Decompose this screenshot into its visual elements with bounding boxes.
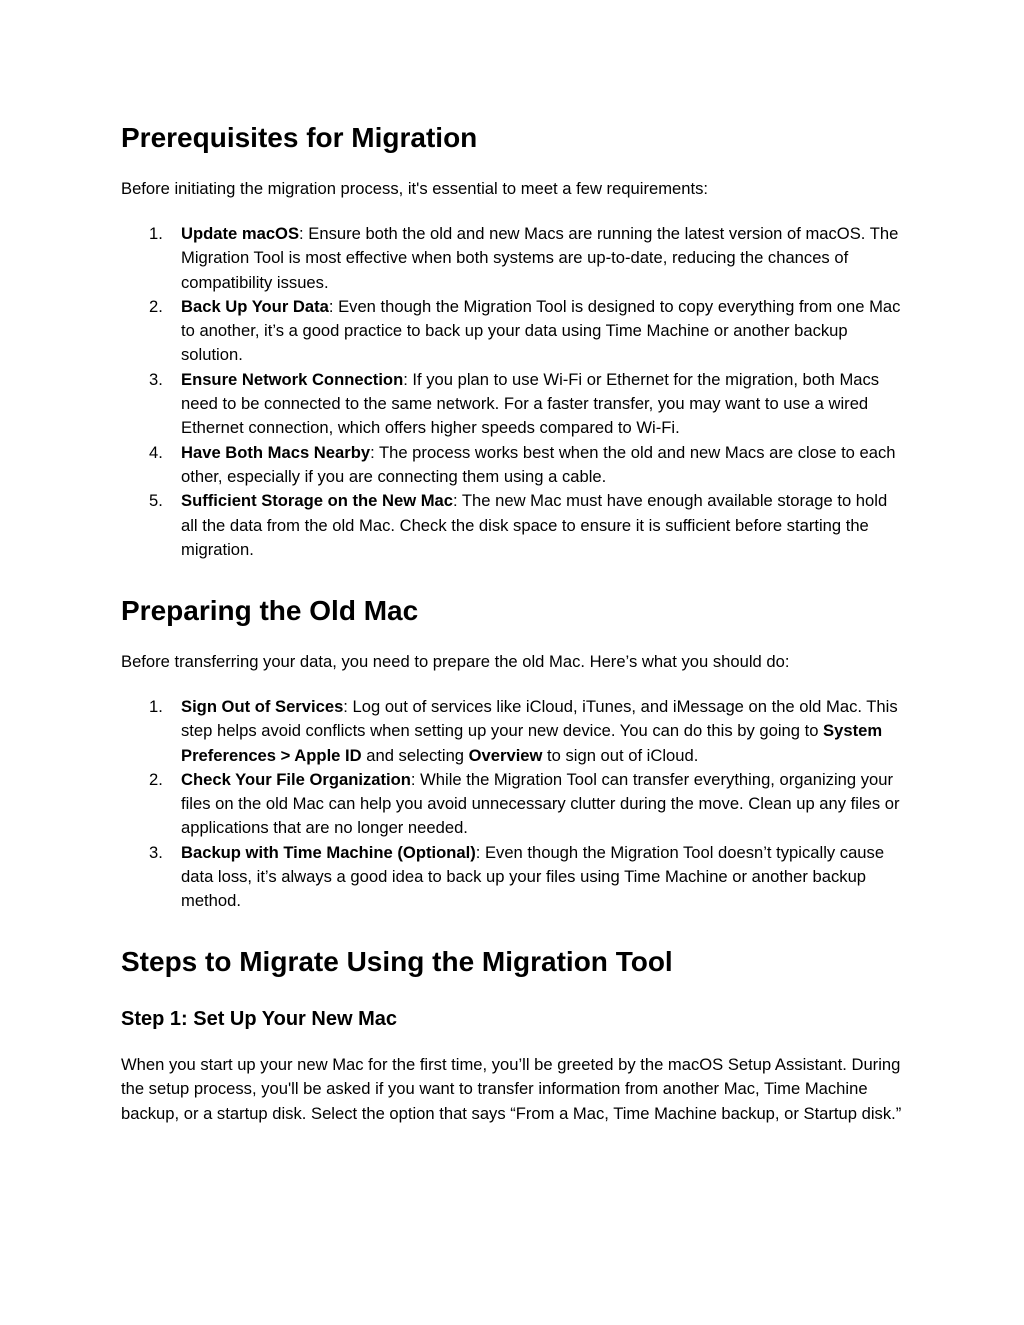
step1-paragraph: When you start up your new Mac for the first time, you’ll be greeted by the macOS Setup Assistant. During the setup process, you'll be asked if you want to transfer information from another Mac, Time Machine backup, or a startup disk. Select the option that says “From a Mac, Time Machine backup, or Startup disk.”: [121, 1055, 902, 1123]
list-item: [121, 489, 906, 562]
prereq-intro: Before initiating the migration process, it's essential to meet a few requirements:: [121, 179, 708, 198]
prepare-intro: Before transferring your data, you need to prepare the old Mac. Here’s what you should do:: [121, 652, 790, 671]
heading-steps: Steps to Migrate Using the Migration Tool: [121, 946, 673, 977]
list-number: 2.: [149, 296, 163, 316]
list-number: 4.: [149, 442, 163, 462]
list-item: [121, 841, 906, 914]
item-text: : Even though the Migration Tool is designed to copy everything from one Mac to another, it’s a good practice to back up your data using Time Machine or another backup solution.: [181, 296, 901, 365]
item-bold-option: Overview: [468, 745, 543, 765]
item-bold-term: Check Your File Organization: [181, 769, 411, 789]
item-text: : If you plan to use Wi-Fi or Ethernet for the migration, both Macs need to be connected to the same network. For a faster transfer, you may want to use a wired Ethernet connection, which offers higher speeds compared to Wi-Fi.: [181, 369, 880, 438]
item-text: : The process works best when the old and new Macs are close to each other, especially if you are connecting them using a cable.: [181, 442, 896, 486]
list-number: 5.: [149, 491, 163, 511]
item-bold-term: Backup with Time Machine (Optional): [181, 842, 476, 862]
list-item: [121, 768, 906, 841]
list-item: [121, 368, 906, 441]
list-number: 3.: [149, 369, 163, 389]
item-bold-term: Ensure Network Connection: [181, 369, 404, 389]
item-bold-term: Update macOS: [181, 224, 300, 243]
item-text: : Even though the Migration Tool doesn’t typically cause data loss, it’s always a good idea to back up your files using Time Machine or another backup method.: [181, 842, 885, 911]
heading-preparing: Preparing the Old Mac: [121, 595, 419, 626]
prereq-list: [121, 222, 906, 562]
prepare-list: [121, 695, 906, 914]
item-text: to sign out of iCloud.: [542, 745, 699, 765]
list-item: [121, 441, 906, 490]
list-number: 3.: [149, 842, 163, 862]
item-bold-term: Sign Out of Services: [181, 697, 344, 716]
list-item: [121, 295, 906, 368]
list-number: 2.: [149, 769, 163, 789]
item-bold-term: Sufficient Storage on the New Mac: [181, 491, 453, 511]
item-text: and selecting: [361, 745, 469, 765]
item-text: : Ensure both the old and new Macs are running the latest version of macOS. The Migration Tool is most effective when both systems are up-to-date, reducing the chances of compatibility issues.: [181, 224, 899, 292]
item-bold-path: System Preferences > Apple ID: [181, 721, 883, 765]
list-item: [121, 222, 906, 295]
list-number: 1.: [149, 697, 163, 716]
item-text: : Log out of services like iCloud, iTunes, and iMessage on the old Mac. This step helps avoid conflicts when setting up your new device. You can do this by going to: [181, 697, 898, 741]
heading-prerequisites: Prerequisites for Migration: [121, 122, 478, 153]
heading-step1: Step 1: Set Up Your New Mac: [121, 1008, 397, 1030]
item-bold-term: Have Both Macs Nearby: [181, 442, 371, 462]
list-number: 1.: [149, 224, 163, 243]
item-text: : While the Migration Tool can transfer everything, organizing your files on the old Mac can help you avoid unnecessary clutter during the move. Clean up any files or applications that are no longer needed.: [181, 769, 900, 838]
item-text: : The new Mac must have enough available storage to hold all the data from the old Mac. Check the disk space to ensure it is sufficient before starting the migration.: [181, 491, 888, 559]
list-item: [121, 695, 906, 768]
item-bold-term: Back Up Your Data: [181, 296, 329, 316]
